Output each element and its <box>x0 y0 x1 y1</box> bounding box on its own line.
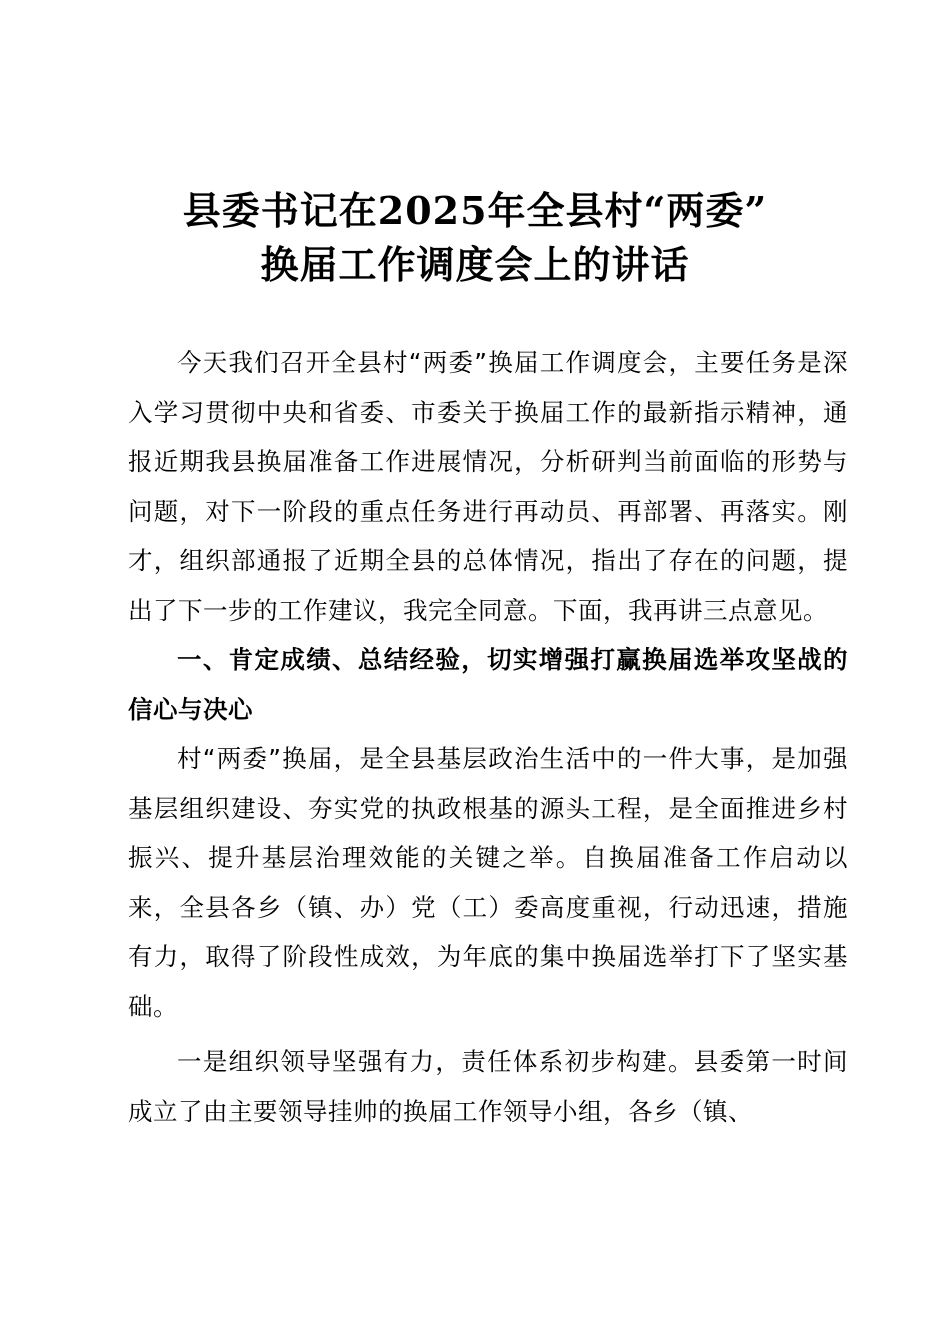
section-heading-1: 一、肯定成绩、总结经验，切实增强打赢换届选举攻坚战的信心与决心 <box>128 645 848 724</box>
document-body <box>128 338 848 1136</box>
document-title-line-1: 县委书记在2025年全县村“两委” <box>182 188 768 233</box>
section-1-point-1-paragraph: 一是组织领导坚强有力，责任体系初步构建。县委第一时间成立了由主要领导挂帅的换届工作领导小组，各乡（镇、 <box>128 1047 848 1126</box>
document-title-line-2: 换届工作调度会上的讲话 <box>260 242 690 287</box>
section-1-paragraph: 村“两委”换届，是全县基层政治生活中的一件大事，是加强基层组织建设、夯实党的执政根基的源头工程，是全面推进乡村振兴、提升基层治理效能的关键之举。自换届准备工作启动以来，全县各乡（镇、办）党（工）委高度重视，行动迅速，措施有力，取得了阶段性成效，为年底的集中换届选举打下了坚实基础。 <box>128 744 848 1021</box>
intro-paragraph: 今天我们召开全县村“两委”换届工作调度会，主要任务是深入学习贯彻中央和省委、市委关于换届工作的最新指示精神，通报近期我县换届准备工作进展情况，分析研判当前面临的形势与问题，对下一阶段的重点任务进行再动员、再部署、再落实。刚才，组织部通报了近期全县的总体情况，指出了存在的问题，提出了下一步的工作建议，我完全同意。下面，我再讲三点意见。 <box>128 348 848 625</box>
